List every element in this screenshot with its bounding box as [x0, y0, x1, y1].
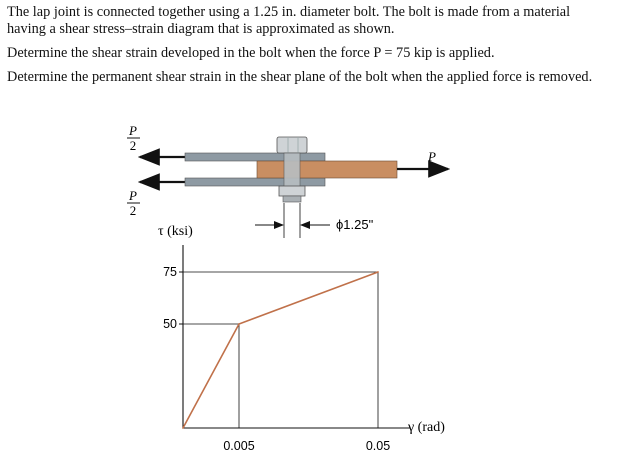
problem-paragraph-3: Determine the permanent shear strain in the shear plane of the bolt when the applied force is removed.	[7, 69, 593, 85]
diameter-label: ϕ1.25"	[336, 217, 374, 232]
middle-plate	[257, 161, 397, 178]
x-tick-label: 0.005	[223, 439, 255, 453]
y-tick-label: 50	[163, 317, 177, 331]
bottom-force-denominator: 2	[129, 203, 137, 218]
chart-ticks	[163, 265, 390, 453]
data-point	[238, 323, 240, 325]
problem-statement	[7, 4, 611, 93]
lap-joint-diagram	[127, 123, 448, 238]
bottom-force-numerator: P	[129, 188, 137, 203]
top-force-numerator: P	[129, 123, 137, 138]
top-plate	[185, 153, 325, 161]
y-axis-label: τ (ksi)	[158, 224, 193, 239]
x-axis-label: γ (rad)	[408, 420, 445, 435]
bolt-head	[277, 137, 307, 153]
problem-paragraph-1: The lap joint is connected together using a 1.25 in. diameter bolt. The bolt is made from a material having a shear stress–strain diagram that is approximated as shown.	[7, 4, 571, 37]
bottom-plate	[185, 178, 325, 186]
x-tick-label: 0.05	[365, 439, 391, 453]
stress-strain-chart	[158, 224, 445, 453]
data-point	[377, 271, 379, 273]
chart-series	[182, 271, 379, 429]
bolt-nut	[279, 186, 305, 196]
chart-guides	[183, 272, 378, 428]
right-force-label: P	[428, 149, 436, 164]
top-force-denominator: 2	[129, 138, 137, 153]
y-tick-label: 75	[163, 265, 177, 279]
figure	[0, 110, 618, 455]
problem-paragraph-2: Determine the shear strain developed in the bolt when the force P = 75 kip is applied.	[7, 45, 495, 61]
stress-strain-line	[183, 272, 378, 428]
data-point	[182, 427, 184, 429]
